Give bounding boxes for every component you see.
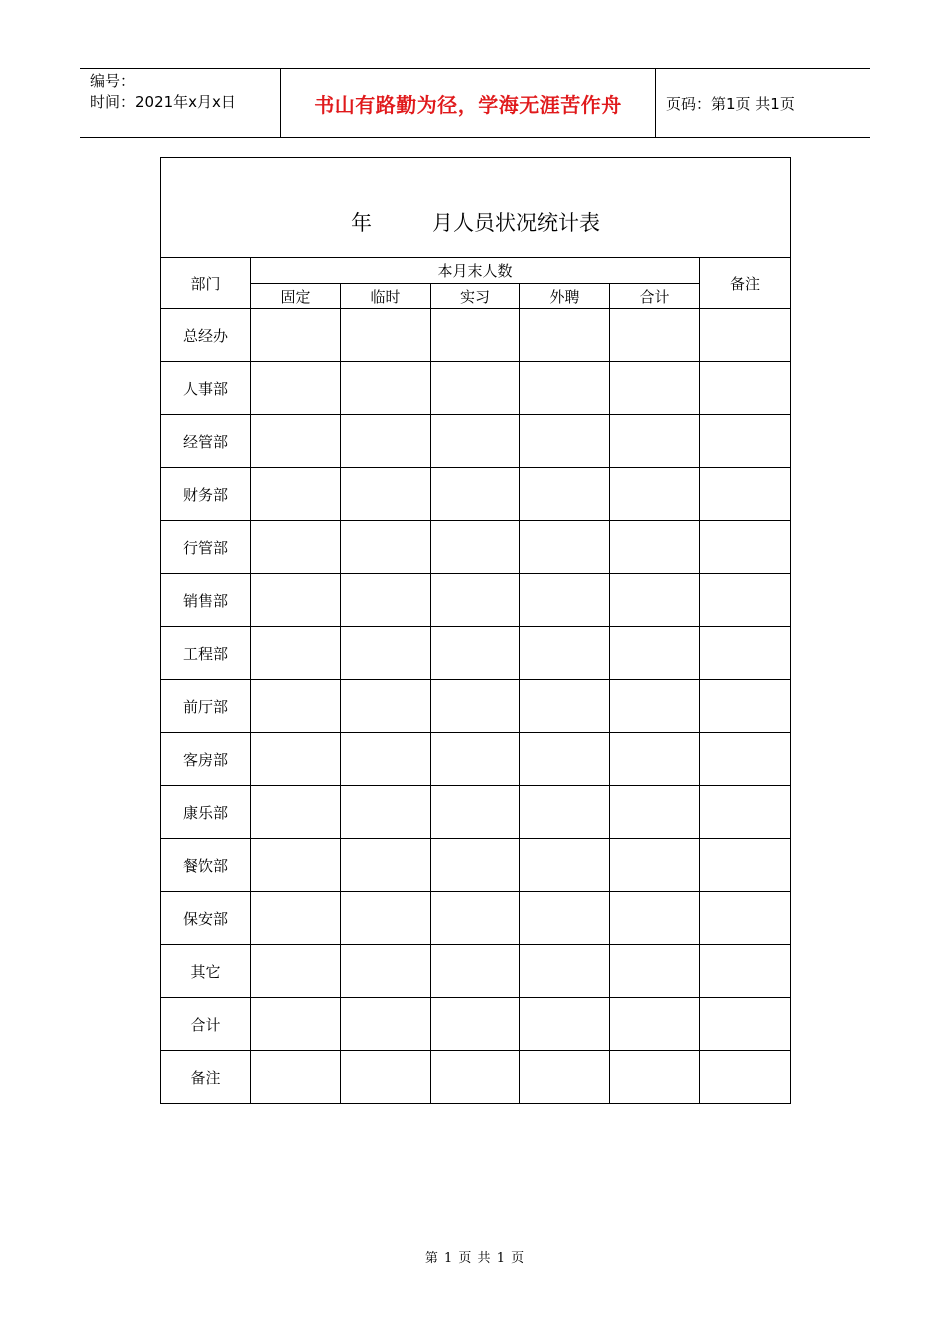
dept-cell: 财务部 xyxy=(161,468,251,521)
empty-cell[interactable] xyxy=(610,468,700,521)
dept-cell: 行管部 xyxy=(161,521,251,574)
empty-cell[interactable] xyxy=(520,309,610,362)
empty-cell[interactable] xyxy=(700,733,791,786)
empty-cell[interactable] xyxy=(251,521,341,574)
table-row xyxy=(161,574,791,627)
document-header xyxy=(80,68,870,138)
empty-cell[interactable] xyxy=(251,627,341,680)
empty-cell[interactable] xyxy=(251,733,341,786)
empty-cell[interactable] xyxy=(610,945,700,998)
empty-cell[interactable] xyxy=(341,839,431,892)
table-row xyxy=(161,945,791,998)
empty-cell[interactable] xyxy=(610,998,700,1051)
empty-cell[interactable] xyxy=(700,945,791,998)
empty-cell[interactable] xyxy=(341,1051,431,1104)
empty-cell[interactable] xyxy=(341,733,431,786)
table-row xyxy=(161,521,791,574)
empty-cell[interactable] xyxy=(341,786,431,839)
empty-cell[interactable] xyxy=(431,362,520,415)
sub-header-fixed: 固定 xyxy=(251,284,341,309)
empty-cell[interactable] xyxy=(341,998,431,1051)
table-body xyxy=(161,158,791,1104)
dept-cell: 总经办 xyxy=(161,309,251,362)
table-row xyxy=(161,839,791,892)
empty-cell[interactable] xyxy=(251,309,341,362)
dept-cell: 康乐部 xyxy=(161,786,251,839)
empty-cell[interactable] xyxy=(700,415,791,468)
empty-cell[interactable] xyxy=(431,892,520,945)
empty-cell[interactable] xyxy=(431,309,520,362)
table-row xyxy=(161,998,791,1051)
empty-cell[interactable] xyxy=(610,680,700,733)
empty-cell[interactable] xyxy=(520,680,610,733)
table-row xyxy=(161,309,791,362)
empty-cell[interactable] xyxy=(610,362,700,415)
empty-cell[interactable] xyxy=(700,680,791,733)
empty-cell[interactable] xyxy=(251,362,341,415)
empty-cell[interactable] xyxy=(520,415,610,468)
remark-header: 备注 xyxy=(700,258,791,309)
table-row xyxy=(161,892,791,945)
empty-cell[interactable] xyxy=(251,786,341,839)
empty-cell[interactable] xyxy=(520,786,610,839)
header-meta xyxy=(80,69,280,137)
empty-cell[interactable] xyxy=(431,1051,520,1104)
empty-cell[interactable] xyxy=(431,998,520,1051)
empty-cell[interactable] xyxy=(700,574,791,627)
empty-cell[interactable] xyxy=(251,839,341,892)
table-row xyxy=(161,786,791,839)
empty-cell[interactable] xyxy=(431,468,520,521)
empty-cell[interactable] xyxy=(520,468,610,521)
dept-cell: 备注 xyxy=(161,1051,251,1104)
empty-cell[interactable] xyxy=(341,521,431,574)
empty-cell[interactable] xyxy=(251,998,341,1051)
dept-cell: 销售部 xyxy=(161,574,251,627)
empty-cell[interactable] xyxy=(341,415,431,468)
empty-cell[interactable] xyxy=(251,680,341,733)
empty-cell[interactable] xyxy=(610,309,700,362)
empty-cell[interactable] xyxy=(520,627,610,680)
empty-cell[interactable] xyxy=(700,309,791,362)
empty-cell[interactable] xyxy=(520,733,610,786)
empty-cell[interactable] xyxy=(700,362,791,415)
empty-cell[interactable] xyxy=(341,892,431,945)
table-row xyxy=(161,468,791,521)
table-row xyxy=(161,362,791,415)
empty-cell[interactable] xyxy=(341,362,431,415)
empty-cell[interactable] xyxy=(341,309,431,362)
dept-cell: 人事部 xyxy=(161,362,251,415)
number-label: 编号： xyxy=(90,72,136,90)
page-label: 页码：第1页 共1页 xyxy=(666,94,795,113)
staff-statistics-table xyxy=(160,157,791,1104)
empty-cell[interactable] xyxy=(431,521,520,574)
empty-cell[interactable] xyxy=(520,362,610,415)
empty-cell[interactable] xyxy=(610,786,700,839)
empty-cell[interactable] xyxy=(520,998,610,1051)
empty-cell[interactable] xyxy=(251,468,341,521)
table-row xyxy=(161,733,791,786)
empty-cell[interactable] xyxy=(520,839,610,892)
empty-cell[interactable] xyxy=(700,892,791,945)
dept-cell: 工程部 xyxy=(161,627,251,680)
dept-cell: 其它 xyxy=(161,945,251,998)
empty-cell[interactable] xyxy=(341,468,431,521)
empty-cell[interactable] xyxy=(251,892,341,945)
empty-cell[interactable] xyxy=(341,574,431,627)
empty-cell[interactable] xyxy=(610,839,700,892)
dept-cell: 经管部 xyxy=(161,415,251,468)
empty-cell[interactable] xyxy=(700,521,791,574)
table-title xyxy=(161,158,791,258)
time-label: 时间：2021年x月x日 xyxy=(90,93,236,111)
empty-cell[interactable] xyxy=(251,415,341,468)
empty-cell[interactable] xyxy=(431,680,520,733)
empty-cell[interactable] xyxy=(431,627,520,680)
dept-cell: 合计 xyxy=(161,998,251,1051)
empty-cell[interactable] xyxy=(431,574,520,627)
empty-cell[interactable] xyxy=(520,892,610,945)
empty-cell[interactable] xyxy=(431,415,520,468)
empty-cell[interactable] xyxy=(610,892,700,945)
table-row xyxy=(161,1051,791,1104)
dept-cell: 保安部 xyxy=(161,892,251,945)
dept-cell: 前厅部 xyxy=(161,680,251,733)
empty-cell[interactable] xyxy=(610,521,700,574)
motto: 书山有路勤为径，学海无涯苦作舟 xyxy=(280,69,656,137)
empty-cell[interactable] xyxy=(700,839,791,892)
dept-cell: 客房部 xyxy=(161,733,251,786)
table-row xyxy=(161,415,791,468)
empty-cell[interactable] xyxy=(251,1051,341,1104)
empty-cell[interactable] xyxy=(700,786,791,839)
empty-cell[interactable] xyxy=(610,1051,700,1104)
group-header: 本月末人数 xyxy=(251,258,700,284)
empty-cell[interactable] xyxy=(520,945,610,998)
table-row xyxy=(161,680,791,733)
sub-header-temporary: 临时 xyxy=(341,284,431,309)
empty-cell[interactable] xyxy=(610,733,700,786)
sub-header-external: 外聘 xyxy=(520,284,610,309)
dept-cell: 餐饮部 xyxy=(161,839,251,892)
empty-cell[interactable] xyxy=(341,945,431,998)
empty-cell[interactable] xyxy=(520,574,610,627)
title-year: 年 xyxy=(351,210,373,235)
empty-cell[interactable] xyxy=(520,521,610,574)
empty-cell[interactable] xyxy=(700,468,791,521)
empty-cell[interactable] xyxy=(700,1051,791,1104)
empty-cell[interactable] xyxy=(431,786,520,839)
empty-cell[interactable] xyxy=(610,627,700,680)
empty-cell[interactable] xyxy=(341,627,431,680)
sub-header-intern: 实习 xyxy=(431,284,520,309)
empty-cell[interactable] xyxy=(610,574,700,627)
empty-cell[interactable] xyxy=(341,680,431,733)
empty-cell[interactable] xyxy=(431,945,520,998)
dept-header: 部门 xyxy=(161,258,251,309)
empty-cell[interactable] xyxy=(700,998,791,1051)
page-footer: 第 1 页 共 1 页 xyxy=(424,1251,526,1266)
sub-header-total: 合计 xyxy=(610,284,700,309)
empty-cell[interactable] xyxy=(251,574,341,627)
empty-cell[interactable] xyxy=(610,415,700,468)
empty-cell[interactable] xyxy=(431,733,520,786)
title-rest: 月人员状况统计表 xyxy=(432,210,601,235)
empty-cell[interactable] xyxy=(520,1051,610,1104)
empty-cell[interactable] xyxy=(700,627,791,680)
empty-cell[interactable] xyxy=(251,945,341,998)
table-row xyxy=(161,627,791,680)
empty-cell[interactable] xyxy=(431,839,520,892)
